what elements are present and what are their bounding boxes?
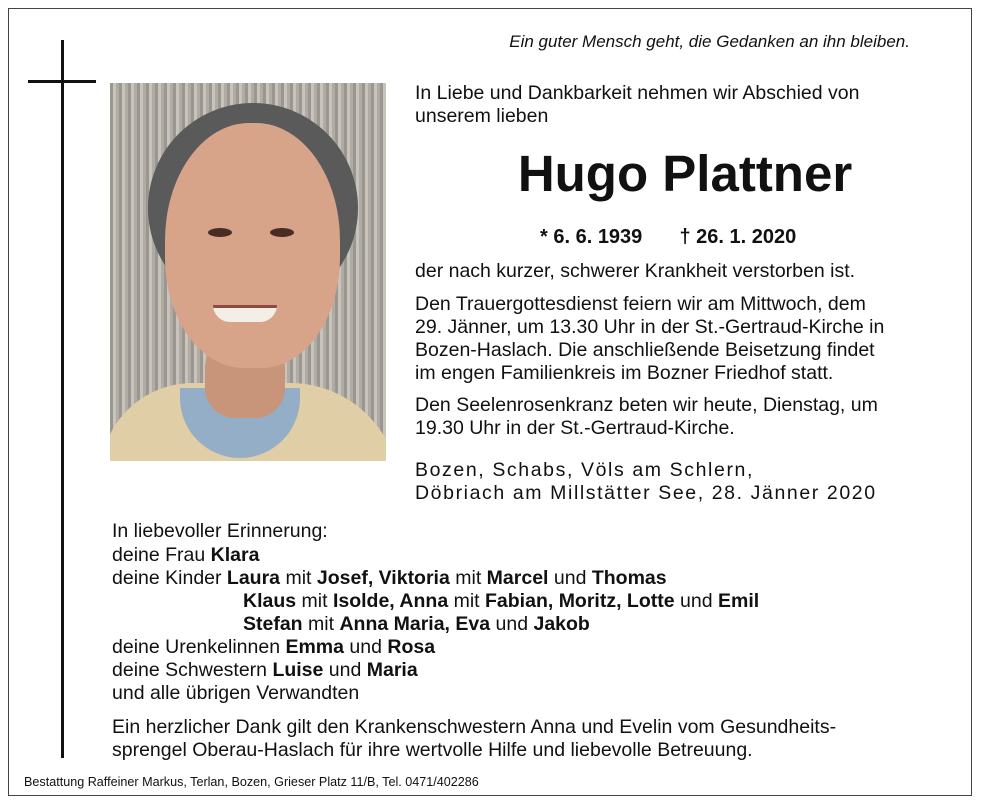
service-line-4: im engen Familienkreis im Bozner Friedhof statt. [415, 362, 834, 384]
mourner-name: Maria [366, 659, 418, 681]
mourner-name: Luise [272, 659, 324, 681]
connector: und [343, 636, 388, 658]
portrait-photo [110, 83, 386, 461]
death-date: † 26. 1. 2020 [679, 226, 797, 248]
portrait-eye-right [270, 228, 294, 237]
mourner-name: Klara [210, 544, 260, 566]
mourner-name: Anna Maria, Eva [339, 613, 491, 635]
mourner-name: Stefan [243, 613, 303, 635]
connector: mit [448, 590, 486, 612]
service-line-1: Den Trauergottesdienst feiern wir am Mittwoch, dem [415, 293, 866, 315]
connector: und [548, 567, 592, 589]
connector: mit [296, 590, 333, 612]
intro-line-1: In Liebe und Dankbarkeit nehmen wir Abschied von [415, 82, 860, 104]
mourner-name: Laura [226, 567, 281, 589]
mourner-name: Marcel [486, 567, 549, 589]
mourner-children-3 [243, 613, 590, 636]
connector: mit [280, 567, 317, 589]
service-line-3: Bozen-Haslach. Die anschließende Beisetzung findet [415, 339, 875, 361]
places-line-2: Döbriach am Millstätter See, 28. Jänner 2020 [415, 482, 877, 504]
mourner-label: deine Frau [112, 544, 211, 566]
intro-line-2: unserem lieben [415, 105, 549, 127]
portrait-smile [213, 305, 277, 322]
mourner-wife [112, 544, 259, 567]
thanks-line-1: Ein herzlicher Dank gilt den Krankenschwestern Anna und Evelin vom Gesundheits- [112, 716, 837, 738]
mourner-name: Jakob [533, 613, 590, 635]
deceased-name: Hugo Plattner [517, 145, 853, 202]
mourner-others: und alle übrigen Verwandten [112, 682, 360, 704]
life-dates [540, 225, 796, 249]
mourner-children-1 [112, 567, 667, 590]
mourner-name: Klaus [243, 590, 297, 612]
mourner-name: Thomas [591, 567, 667, 589]
rosary-line-1: Den Seelenrosenkranz beten wir heute, Dienstag, um [415, 394, 878, 416]
mourner-label: deine Schwestern [112, 659, 273, 681]
rosary-line-2: 19.30 Uhr in der St.-Gertraud-Kirche. [415, 417, 735, 439]
cross-icon-bar [28, 80, 96, 83]
mourner-label: deine Kinder [112, 567, 227, 589]
connector: mit [302, 613, 340, 635]
mourner-name: Isolde, Anna [332, 590, 449, 612]
places-line-1: Bozen, Schabs, Völs am Schlern, [415, 459, 754, 481]
mourner-sisters [112, 659, 418, 682]
mourner-great-grandchildren [112, 636, 435, 659]
connector: und [674, 590, 718, 612]
mourner-name: Rosa [387, 636, 436, 658]
died-text: der nach kurzer, schwerer Krankheit verstorben ist. [415, 260, 856, 282]
thanks-line-2: sprengel Oberau-Haslach für ihre wertvolle Hilfe und liebevolle Betreuung. [112, 739, 753, 761]
motto: Ein guter Mensch geht, die Gedanken an ihn bleiben. [509, 32, 910, 51]
birth-date: * 6. 6. 1939 [540, 226, 643, 248]
mourner-name: Emil [717, 590, 760, 612]
mourner-children-2 [243, 590, 759, 613]
connector: und [490, 613, 534, 635]
portrait-face [165, 123, 340, 368]
mourner-name: Fabian, Moritz, Lotte [485, 590, 675, 612]
service-line-2: 29. Jänner, um 13.30 Uhr in der St.-Gertraud-Kirche in [415, 316, 885, 338]
connector: und [323, 659, 367, 681]
portrait-eye-left [208, 228, 232, 237]
mourner-name: Emma [285, 636, 344, 658]
funeral-home-footer: Bestattung Raffeiner Markus, Terlan, Bozen, Grieser Platz 11/B, Tel. 0471/402286 [24, 775, 479, 789]
mourners-heading: In liebevoller Erinnerung: [112, 520, 328, 542]
mourner-name: Josef, Viktoria [316, 567, 450, 589]
connector: mit [449, 567, 487, 589]
mourner-label: deine Urenkelinnen [112, 636, 286, 658]
cross-icon [61, 40, 64, 758]
